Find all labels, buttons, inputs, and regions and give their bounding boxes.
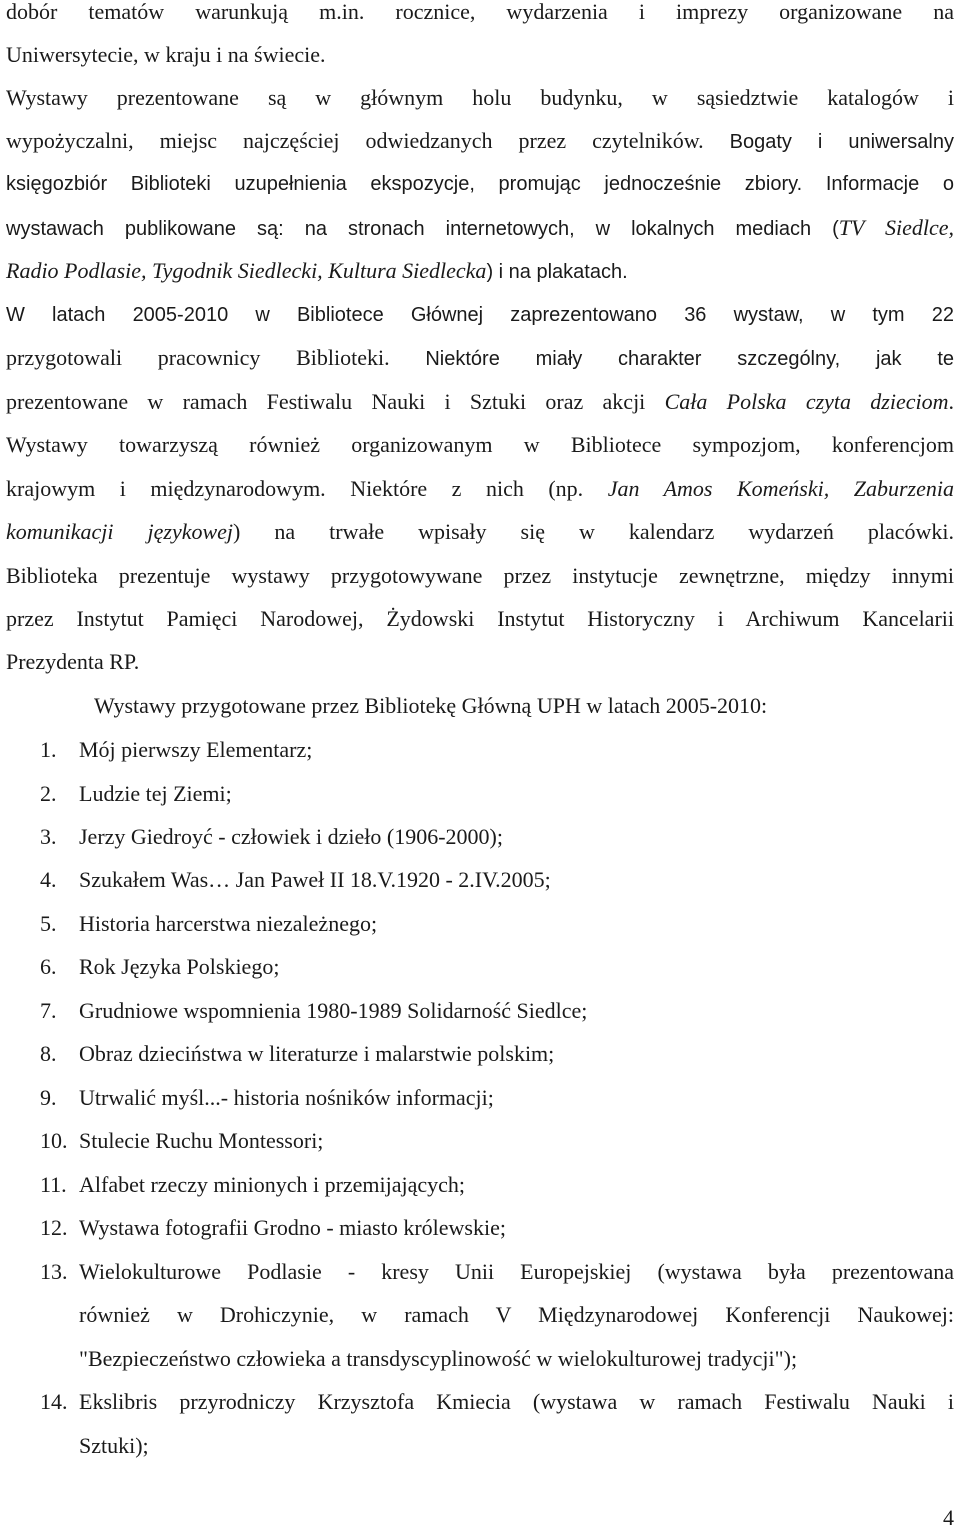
paragraph-line: dobór tematów warunkują m.in. rocznice, wydarzenia i imprezy organizowane na — [6, 0, 954, 24]
list-item: 7. Grudniowe wspomnienia 1980-1989 Solidarność Siedlce; — [40, 998, 588, 1023]
list-item: 13. Wielokulturowe Podlasie - kresy Unii Europejskiej (wystawa była prezentowana — [40, 1259, 954, 1284]
list-item: 3. Jerzy Giedroyć - człowiek i dzieło (1906-2000); — [40, 824, 503, 849]
paragraph-line: Wystawy prezentowane są w głównym holu budynku, w sąsiedztwie katalogów i — [6, 85, 954, 110]
paragraph-line: przygotowali pracownicy Biblioteki. Niektóre miały charakter szczególny, jak te — [6, 345, 954, 370]
list-item: 11. Alfabet rzeczy minionych i przemijających; — [40, 1172, 466, 1197]
paragraph-line: W latach 2005-2010 w Bibliotece Głównej zaprezentowano 36 wystaw, w tym 22 — [6, 304, 954, 326]
paragraph-line: Uniwersytecie, w kraju i na świecie. — [6, 42, 326, 67]
list-item-continuation: "Bezpieczeństwo człowieka a transdyscyplinowość w wielokulturowej tradycji"); — [79, 1346, 798, 1371]
paragraph-line: Radio Podlasie, Tygodnik Siedlecki, Kultura Siedlecka) i na plakatach. — [6, 258, 628, 283]
list-title: Wystawy przygotowane przez Bibliotekę Główną UPH w latach 2005-2010: — [94, 693, 768, 718]
paragraph-line: przez Instytut Pamięci Narodowej, Żydowski Instytut Historyczny i Archiwum Kancelarii — [6, 606, 954, 631]
list-item: 1. Mój pierwszy Elementarz; — [40, 737, 313, 762]
page-number: 4 — [943, 1505, 954, 1530]
paragraph-line: księgozbiór Biblioteki uzupełnienia ekspozycje, promując jednocześnie zbiory. Informacje o — [6, 173, 954, 195]
list-item: 14. Ekslibris przyrodniczy Krzysztofa Kmiecia (wystawa w ramach Festiwalu Nauki i — [40, 1389, 954, 1414]
list-item: 4. Szukałem Was… Jan Paweł II 18.V.1920 - 2.IV.2005; — [40, 867, 551, 892]
list-item: 2. Ludzie tej Ziemi; — [40, 781, 232, 806]
list-item: 9. Utrwalić myśl...- historia nośników informacji; — [40, 1085, 494, 1110]
paragraph-line: wystawach publikowane są: na stronach internetowych, w lokalnych mediach (TV Siedlce, — [6, 215, 954, 240]
list-item: 12. Wystawa fotografii Grodno - miasto królewskie; — [40, 1215, 506, 1240]
paragraph-line: komunikacji językowej) na trwałe wpisały się w kalendarz wydarzeń placówki. — [6, 519, 954, 544]
list-item: 8. Obraz dzieciństwa w literaturze i malarstwie polskim; — [40, 1041, 555, 1066]
list-item: 10. Stulecie Ruchu Montessori; — [40, 1128, 324, 1153]
paragraph-line: wypożyczalni, miejsc najczęściej odwiedzanych przez czytelników. Bogaty i uniwersalny — [6, 128, 954, 153]
list-item-continuation: również w Drohiczynie, w ramach V Międzynarodowej Konferencji Naukowej: — [79, 1302, 954, 1327]
paragraph-line: Wystawy towarzyszą również organizowanym w Bibliotece sympozjom, konferencjom — [6, 432, 954, 457]
paragraph-line: krajowym i międzynarodowym. Niektóre z nich (np. Jan Amos Komeński, Zaburzenia — [6, 476, 954, 501]
paragraph-line: Biblioteka prezentuje wystawy przygotowywane przez instytucje zewnętrzne, między innymi — [6, 563, 954, 588]
paragraph-line: Prezydenta RP. — [6, 649, 140, 674]
list-item: 5. Historia harcerstwa niezależnego; — [40, 911, 378, 936]
paragraph-line: prezentowane w ramach Festiwalu Nauki i Sztuki oraz akcji Cała Polska czyta dzieciom. — [6, 389, 955, 414]
list-item: 6. Rok Języka Polskiego; — [40, 954, 280, 979]
list-item-continuation: Sztuki); — [79, 1433, 149, 1458]
